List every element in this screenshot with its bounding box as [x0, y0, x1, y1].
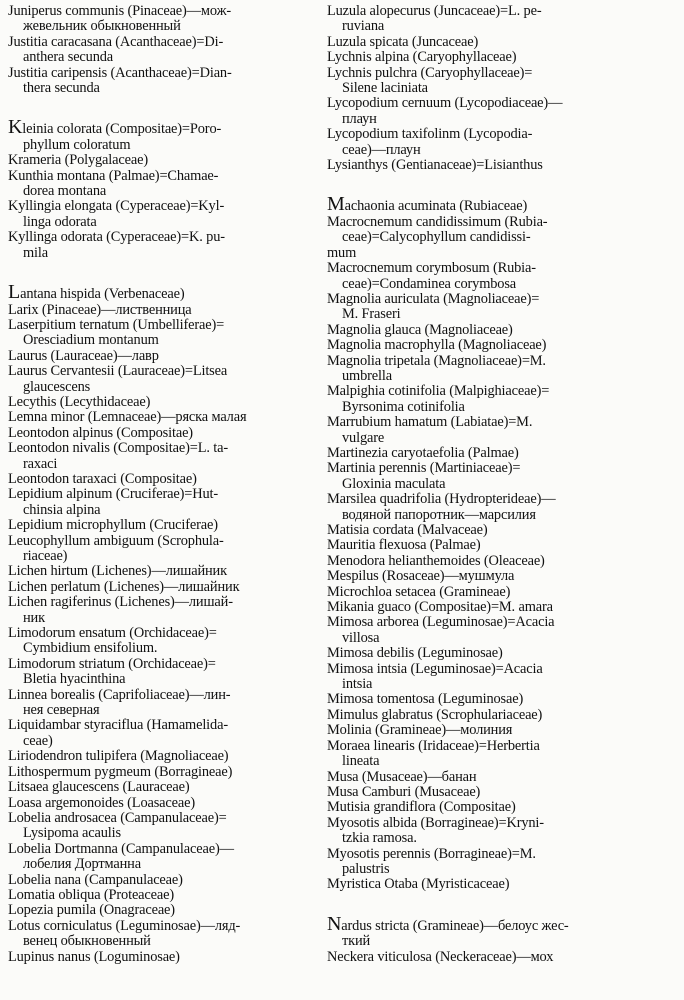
entry-line: Lichen perlatum (Lichenes)—лишайник [8, 578, 240, 595]
dictionary-entry [8, 718, 326, 749]
entry-continuation: palustris [342, 860, 390, 877]
entry-line: Loasa argemonoides (Loasaceae) [8, 794, 196, 811]
dictionary-entry [8, 903, 326, 918]
dictionary-entry [327, 323, 679, 338]
dictionary-entry [8, 780, 326, 795]
entry-line: Lichen hirtum (Lichenes)—лишайник [8, 563, 227, 580]
dictionary-entry [327, 261, 679, 292]
entry-line: Lysianthys (Gentianaceae)=Lisianthus [327, 157, 543, 174]
entry-line: Myosotis albida (Borragineae)=Kryni- [327, 814, 544, 831]
section-gap [327, 893, 679, 917]
entry-line: Leucophyllum ambiguum (Scrophula- [8, 532, 224, 549]
entry-line: Musa (Musaceae)—банан [327, 768, 477, 785]
dictionary-entry [327, 127, 679, 158]
dictionary-entry [327, 692, 679, 707]
entry-continuation: ceae)=Condaminea corymbosa [342, 275, 517, 292]
entry-line: Krameria (Polygalaceae) [8, 152, 148, 169]
entry-line: Martinia perennis (Martiniaceae)= [327, 460, 521, 477]
entry-continuation: ceae) [23, 732, 53, 749]
entry-line: Marrubium hamatum (Labiatae)=M. [327, 414, 533, 431]
section-gap [8, 96, 326, 120]
dictionary-entry [8, 4, 326, 35]
entry-line: Myristica Otaba (Myristicaceae) [327, 876, 510, 893]
entry-line: Mimosa arborea (Leguminosae)=Acacia [327, 614, 555, 631]
dictionary-entry [327, 615, 679, 646]
dictionary-entry [8, 580, 326, 595]
entry-continuation: tzkia ramosa. [342, 830, 417, 847]
section-gap [8, 261, 326, 285]
entry-line: Magnolia auriculata (Magnoliaceae)= [327, 290, 540, 307]
dictionary-entry [327, 646, 679, 661]
dictionary-entry [8, 116, 326, 153]
entry-line: Mikania guaco (Compositae)=M. amara [327, 599, 553, 616]
entry-continuation: chinsia alpina [23, 501, 101, 518]
entry-line: Menodora helianthemoides (Oleaceae) [327, 552, 545, 569]
dictionary-entry [327, 877, 679, 892]
entry-continuation: Cymbidium ensifolium. [23, 640, 158, 657]
entry-continuation: M. Fraseri [342, 306, 401, 323]
entry-line: Larix (Pinaceae)—лиственница [8, 301, 192, 318]
entry-line: Mespilus (Rosaceae)—мушмула [327, 568, 515, 585]
section-gap [327, 173, 679, 197]
entry-continuation: dorea montana [23, 183, 107, 200]
dictionary-entry [8, 487, 326, 518]
entry-line: Laurus (Lauraceae)—лавр [8, 347, 159, 364]
right-column [327, 4, 679, 965]
dictionary-entry [327, 708, 679, 723]
dictionary-entry [327, 35, 679, 50]
entry-continuation: glaucescens [23, 378, 91, 395]
entry-line: Lomatia obliqua (Proteaceae) [8, 886, 175, 903]
entry-continuation: Gloxinia maculata [342, 475, 446, 492]
entry-continuation: raxaci [23, 455, 58, 472]
dictionary-entry [8, 657, 326, 688]
entry-line: Marsilea quadrifolia (Hydropterideae)— [327, 491, 556, 508]
entry-line: Magnolia macrophylla (Magnoliaceae) [327, 337, 547, 354]
dictionary-entry [327, 66, 679, 97]
dictionary-entry [8, 595, 326, 626]
entry-line: Lopezia pumila (Onagraceae) [8, 902, 175, 919]
entry-line: Macrocnemum candidissimum (Rubia- [327, 213, 548, 230]
dictionary-entry [8, 364, 326, 395]
dictionary-entry [327, 338, 679, 353]
dictionary-entry [8, 410, 326, 425]
dictionary-entry [8, 318, 326, 349]
dictionary-entry [327, 4, 679, 35]
dictionary-entry [8, 518, 326, 533]
entry-line: Mauritia flexuosa (Palmae) [327, 537, 481, 554]
entry-line: Myosotis perennis (Borragineae)=M. [327, 845, 536, 862]
entry-line: Lycopodium taxifolinm (Lycopodia- [327, 126, 533, 143]
entry-continuation: mila [23, 244, 48, 261]
entry-line: Laurus Cervantesii (Lauraceae)=Litsea [8, 363, 228, 380]
dictionary-entry [327, 193, 679, 216]
dictionary-entry [8, 564, 326, 579]
entry-line: Mimosa intsia (Leguminosae)=Acacia [327, 660, 543, 677]
entry-line: Kyllinga odorata (Cyperaceae)=K. pu- [8, 229, 225, 246]
entry-continuation: Oresciadium montanum [23, 332, 159, 349]
entry-line: Luzula alopecurus (Juncaceae)=L. pe- [327, 3, 542, 19]
entry-line: Juniperus communis (Pinaceae)—мож- [8, 3, 231, 19]
entry-continuation: ruviana [342, 18, 385, 35]
dictionary-entry [327, 723, 679, 738]
dictionary-entry [327, 950, 679, 965]
dictionary-entry [8, 842, 326, 873]
dictionary-entry [8, 303, 326, 318]
dictionary-entry [8, 749, 326, 764]
entry-line: Limodorum striatum (Orchidaceae)= [8, 655, 216, 672]
entry-continuation: lineata [342, 753, 380, 770]
entry-continuation: нея северная [23, 702, 100, 719]
entry-line: Leontodon alpinus (Compositae) [8, 424, 193, 441]
entry-line: Nardus stricta (Gramineae)—белоус жес- [327, 912, 569, 935]
dictionary-entry [8, 765, 326, 780]
dictionary-entry [8, 888, 326, 903]
entry-line: Musa Camburi (Musaceae) [327, 783, 481, 800]
entry-line: Malpighia cotinifolia (Malpighiaceae)= [327, 383, 550, 400]
dictionary-entry [327, 354, 679, 385]
entry-line: Kleinia colorata (Compositae)=Poro- [8, 116, 222, 139]
dictionary-entry [8, 281, 326, 304]
dictionary-entry [327, 600, 679, 615]
dictionary-entry [327, 292, 679, 323]
dictionary-entry [327, 554, 679, 569]
entry-line: Macrocnemum corymbosum (Rubia- [327, 260, 536, 277]
entry-line: Magnolia glauca (Magnoliaceae) [327, 321, 513, 338]
entry-line: Lycopodium cernuum (Lycopodiaceae)— [327, 95, 563, 112]
entry-line: Martinezia caryotaefolia (Palmae) [327, 444, 519, 461]
entry-line: Kyllingia elongata (Cyperaceae)=Kyl- [8, 198, 225, 215]
entry-line: Neckera viticulosa (Neckeraceae)—мох [327, 948, 554, 965]
dictionary-entry [327, 739, 679, 770]
dictionary-entry [8, 534, 326, 565]
dictionary-entry [327, 461, 679, 492]
entry-line: Moraea linearis (Iridaceae)=Herbertia [327, 737, 540, 754]
dictionary-entry [327, 415, 679, 446]
dictionary-entry [327, 785, 679, 800]
dictionary-entry [327, 246, 679, 261]
entry-continuation: phyllum coloratum [23, 136, 131, 153]
entry-line: Justitia caripensis (Acanthaceae)=Dian- [8, 64, 232, 81]
dictionary-entry [8, 66, 326, 97]
dictionary-entry [327, 96, 679, 127]
dictionary-entry [8, 919, 326, 950]
entry-line: Lepidium alpinum (Cruciferae)=Hut- [8, 486, 219, 503]
entry-continuation: лобелия Дортманна [23, 856, 141, 873]
entry-line: Magnolia tripetala (Magnoliaceae)=M. [327, 352, 546, 369]
dictionary-entry [327, 569, 679, 584]
dictionary-entry [8, 472, 326, 487]
dictionary-entry [8, 626, 326, 657]
entry-line: Leontodon taraxaci (Compositae) [8, 470, 197, 487]
dictionary-entry [327, 585, 679, 600]
entry-continuation: Bletia hyacinthina [23, 671, 126, 688]
entry-line: Liquidambar styraciflua (Hamamelida- [8, 717, 228, 734]
entry-line: Mimulus glabratus (Scrophulariaceae) [327, 706, 543, 723]
entry-line: Lychnis pulchra (Caryophyllaceae)= [327, 64, 533, 81]
dictionary-entry [8, 230, 326, 261]
entry-line: Laserpitium ternatum (Umbelliferae)= [8, 316, 225, 333]
entry-line: Luzula spicata (Juncaceae) [327, 33, 479, 50]
entry-line: mum [327, 244, 357, 261]
entry-line: Lemna minor (Lemnaceae)—ряска малая [8, 409, 247, 426]
entry-continuation: водяной папоротник—марсилия [342, 506, 536, 523]
dictionary-entry [8, 811, 326, 842]
entry-line: Molinia (Gramineae)—молиния [327, 722, 513, 739]
dictionary-entry [8, 169, 326, 200]
entry-line: Lithospermum pygmeum (Borragineae) [8, 763, 233, 780]
entry-line: Limodorum ensatum (Orchidaceae)= [8, 625, 217, 642]
dictionary-entry [8, 199, 326, 230]
dictionary-entry [8, 153, 326, 168]
dictionary-entry [327, 912, 679, 950]
dictionary-entry [327, 816, 679, 847]
entry-line: Mimosa debilis (Leguminosae) [327, 645, 503, 662]
entry-continuation: Lysipoma acaulis [23, 825, 121, 842]
entry-line: Lupinus nanus (Loguminosae) [8, 948, 180, 965]
entry-line: Lobelia androsacea (Campanulaceae)= [8, 809, 227, 826]
dictionary-entry [8, 441, 326, 472]
dictionary-entry [327, 662, 679, 693]
entry-line: Microchloa setacea (Gramineae) [327, 583, 511, 600]
entry-continuation: anthera secunda [23, 49, 114, 66]
entry-continuation: плаун [342, 110, 377, 127]
entry-continuation: thera secunda [23, 80, 100, 97]
dictionary-entry [327, 800, 679, 815]
entry-continuation: riaceae) [23, 548, 68, 564]
entry-line: Litsaea glaucescens (Lauraceae) [8, 779, 190, 796]
entry-line: Lobelia Dortmanna (Campanulaceae)— [8, 840, 234, 857]
entry-line: Machaonia acuminata (Rubiaceae) [327, 193, 528, 216]
dictionary-entry [8, 35, 326, 66]
dictionary-entry [8, 950, 326, 965]
entry-continuation: жевельник обыкновенный [23, 18, 181, 35]
dictionary-entry [327, 538, 679, 553]
entry-line: Mimosa tomentosa (Leguminosae) [327, 691, 524, 708]
entry-continuation: villosa [342, 629, 380, 646]
entry-continuation: ткий [342, 933, 371, 950]
entry-line: Lecythis (Lecythidaceae) [8, 393, 151, 410]
dictionary-entry [327, 384, 679, 415]
entry-continuation: ceae)=Calycophyllum candidissi- [342, 229, 531, 246]
dictionary-entry [8, 873, 326, 888]
dictionary-entry [327, 523, 679, 538]
dictionary-entry [8, 426, 326, 441]
entry-line: Lepidium microphyllum (Cruciferae) [8, 517, 218, 534]
dictionary-entry [327, 158, 679, 173]
dictionary-entry [8, 395, 326, 410]
dictionary-entry [8, 349, 326, 364]
entry-line: Lantana hispida (Verbenaceae) [8, 281, 185, 304]
dictionary-entry [327, 770, 679, 785]
entry-continuation: ник [23, 609, 45, 626]
entry-continuation: Byrsonima cotinifolia [342, 398, 465, 415]
entry-line: Lychnis alpina (Caryophyllaceae) [327, 49, 517, 66]
entry-continuation: linga odorata [23, 213, 97, 230]
entry-line: Lotus corniculatus (Leguminosae)—ляд- [8, 917, 241, 934]
entry-line: Kunthia montana (Palmae)=Chamae- [8, 167, 219, 184]
entry-line: Linnea borealis (Caprifoliaceae)—лин- [8, 686, 231, 703]
entry-continuation: ceae)—плаун [342, 141, 421, 158]
entry-line: Justitia caracasana (Acanthaceae)=Di- [8, 33, 224, 50]
dictionary-entry [327, 446, 679, 461]
entry-continuation: vulgare [342, 429, 385, 446]
left-column [8, 4, 326, 965]
entry-line: Leontodon nivalis (Compositae)=L. ta- [8, 440, 228, 457]
dictionary-entry [327, 492, 679, 523]
entry-continuation: intsia [342, 676, 373, 693]
dictionary-entry [8, 688, 326, 719]
entry-line: Mutisia grandiflora (Compositae) [327, 799, 516, 816]
entry-line: Lobelia nana (Campanulaceae) [8, 871, 183, 888]
entry-line: Liriodendron tulipifera (Magnoliaceae) [8, 748, 229, 765]
dictionary-entry [327, 50, 679, 65]
entry-line: Lichen ragiferinus (Lichenes)—лишай- [8, 594, 233, 611]
entry-line: Matisia cordata (Malvaceae) [327, 522, 488, 538]
entry-continuation: венец обыкновенный [23, 933, 151, 950]
dictionary-entry [8, 796, 326, 811]
dictionary-entry [327, 215, 679, 246]
entry-continuation: Silene laciniata [342, 80, 428, 97]
entry-continuation: umbrella [342, 367, 392, 384]
dictionary-entry [327, 847, 679, 878]
